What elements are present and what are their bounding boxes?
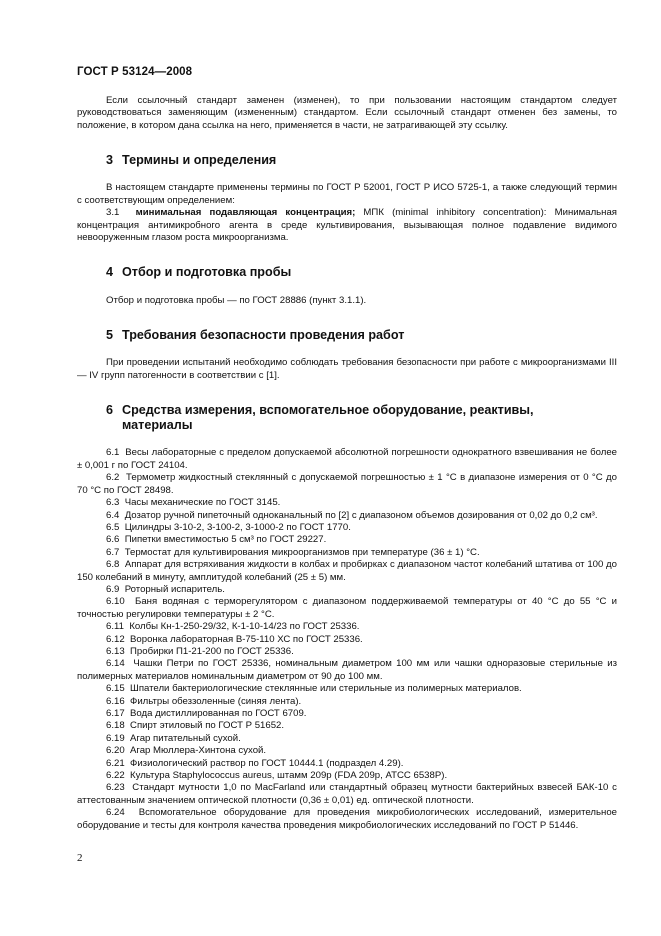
item-text: Цилиндры 3-10-2, 3-100-2, 3-1000-2 по ГОСТ 1770. xyxy=(124,521,351,533)
list-item xyxy=(77,522,617,534)
item-number: 6.24 xyxy=(106,807,125,819)
section-title-line-1: Средства измерения, вспомогательное оборудование, реактивы, xyxy=(122,403,534,418)
section-title-line-2: материалы xyxy=(122,418,193,433)
list-item xyxy=(77,708,617,720)
item-text: Чашки Петри по ГОСТ 25336, номинальным диаметром 100 мм или чашки одноразовые стерильные из полимерных материалов номинальным диаметром от 90 до 100 мм. xyxy=(77,658,617,682)
item-text: Баня водяная с терморегулятором с диапазоном поддерживаемой температуры от 40 °С до 55 °С и точностью регулировки температуры ± 2 °С. xyxy=(77,596,617,620)
item-text: Стандарт мутности 1,0 по MacFarland или стандартный образец мутности бактерийных взвесей БАК-10 с аттестованным значением оптической плотности (0,36 ± 0,01) ед. оптической плотности. xyxy=(77,782,617,806)
item-text: Термостат для культивирования микроорганизмов при температуре (36 ± 1) °С. xyxy=(124,546,480,558)
term-number: 3.1 xyxy=(106,207,120,219)
item-number: 6.13 xyxy=(106,645,125,657)
item-text: Пробирки П1-21-200 по ГОСТ 25336. xyxy=(130,645,294,657)
item-text: Спирт этиловый по ГОСТ Р 51652. xyxy=(130,720,285,732)
list-item xyxy=(77,596,617,621)
item-number: 6.15 xyxy=(106,683,125,695)
item-number: 6.20 xyxy=(106,745,125,757)
document-body xyxy=(77,95,617,832)
list-item xyxy=(77,733,617,745)
list-item xyxy=(77,720,617,732)
item-text: Фильтры обеззоленные (синяя лента). xyxy=(130,695,302,707)
item-number: 6.6 xyxy=(106,534,120,546)
section-3-heading xyxy=(77,153,617,168)
section-number: 6 xyxy=(106,403,114,418)
section-5-heading xyxy=(77,328,617,343)
section-5-paragraph: При проведении испытаний необходимо соблюдать требования безопасности при работе с микроорганизмами III — IV групп патогенности в соответствии с [1]. xyxy=(77,357,617,381)
list-item xyxy=(77,584,617,596)
item-number: 6.1 xyxy=(106,447,120,459)
list-item xyxy=(77,758,617,770)
list-item xyxy=(77,559,617,584)
item-text: Роторный испаритель. xyxy=(124,583,225,595)
section-title: Отбор и подготовка пробы xyxy=(122,265,292,280)
term-definition xyxy=(77,207,617,244)
item-number: 6.23 xyxy=(106,782,125,794)
item-number: 6.9 xyxy=(106,583,120,595)
item-text: Дозатор ручной пипеточный одноканальный по [2] с диапазоном объемов дозирования от 0,02 до 0,2 см³. xyxy=(124,509,598,521)
item-number: 6.17 xyxy=(106,708,125,720)
section-title: Требования безопасности проведения работ xyxy=(122,328,405,343)
list-item xyxy=(77,745,617,757)
list-item xyxy=(77,472,617,497)
section-6-heading xyxy=(77,403,617,433)
item-number: 6.12 xyxy=(106,633,125,645)
item-number: 6.2 xyxy=(106,472,120,484)
list-item xyxy=(77,782,617,807)
list-item xyxy=(77,497,617,509)
item-number: 6.3 xyxy=(106,497,120,509)
item-text: Шпатели бактериологические стеклянные или стерильные из полимерных материалов. xyxy=(130,683,522,695)
item-text: Агар питательный сухой. xyxy=(130,732,241,744)
item-number: 6.16 xyxy=(106,695,125,707)
list-item xyxy=(77,658,617,683)
section-4-paragraph: Отбор и подготовка пробы — по ГОСТ 28886 (пункт 3.1.1). xyxy=(106,294,367,306)
item-text: Пипетки вместимостью 5 см³ по ГОСТ 29227. xyxy=(124,534,327,546)
section-number: 4 xyxy=(106,265,114,280)
list-item xyxy=(77,696,617,708)
list-item xyxy=(77,621,617,633)
section-number: 5 xyxy=(106,328,114,343)
item-number: 6.18 xyxy=(106,720,125,732)
item-number: 6.21 xyxy=(106,757,125,769)
item-number: 6.22 xyxy=(106,770,125,782)
item-text: Термометр жидкостный стеклянный с допускаемой погрешностью ± 1 °С в диапазоне измерения от 0 °С до 70 °С по ГОСТ 28498. xyxy=(77,472,617,496)
item-text: Агар Мюллера-Хинтона сухой. xyxy=(130,745,267,757)
item-number: 6.4 xyxy=(106,509,120,521)
section-3-paragraph: В настоящем стандарте применены термины по ГОСТ Р 52001, ГОСТ Р ИСО 5725-1, а также следующий термин с соответствующим определением: xyxy=(77,182,617,206)
list-item xyxy=(77,770,617,782)
equipment-list xyxy=(77,447,617,832)
item-text: Культура Staphylococcus aureus, штамм 209р (FDA 209р, АТСС 6538Р). xyxy=(130,770,448,782)
item-number: 6.14 xyxy=(106,658,125,670)
item-text: Физиологический раствор по ГОСТ 10444.1 (подраздел 4.29). xyxy=(130,757,404,769)
page-number: 2 xyxy=(77,852,83,864)
item-text: Колбы Кн-1-250-29/32, К-1-10-14/23 по ГОСТ 25336. xyxy=(129,621,360,633)
list-item xyxy=(77,683,617,695)
item-text: Весы лабораторные с пределом допускаемой абсолютной погрешности однократного взвешивания не более ± 0,001 г по ГОСТ 24104. xyxy=(77,447,617,471)
list-item xyxy=(77,510,617,522)
item-number: 6.19 xyxy=(106,732,125,744)
section-title: Термины и определения xyxy=(122,153,277,168)
list-item xyxy=(77,646,617,658)
list-item xyxy=(77,447,617,472)
term-text: МПК (minimal inhibitory concentration): Минимальная концентрация антимикробного агента в среде культивирования, вызывающая полное подавление видимого невооруженным глазом роста микроорганизма. xyxy=(77,207,617,244)
item-text: Воронка лабораторная В-75-110 ХС по ГОСТ 25336. xyxy=(130,633,363,645)
item-number: 6.7 xyxy=(106,546,120,558)
item-text: Часы механические по ГОСТ 3145. xyxy=(124,497,281,509)
list-item xyxy=(77,547,617,559)
document-header: ГОСТ Р 53124—2008 xyxy=(77,66,193,78)
list-item xyxy=(77,634,617,646)
item-text: Аппарат для встряхивания жидкости в колбах и пробирках с диапазоном частот колебаний штатива от 100 до 150 колебаний в минуту, амплитудой колебаний (25 ± 5) мм. xyxy=(77,559,617,583)
item-text: Вода дистиллированная по ГОСТ 6709. xyxy=(130,708,307,720)
list-item xyxy=(77,807,617,832)
section-number: 3 xyxy=(106,153,114,168)
section-4-heading xyxy=(77,265,617,280)
list-item xyxy=(77,534,617,546)
intro-paragraph: Если ссылочный стандарт заменен (изменен), то при пользовании настоящим стандартом следует руководствоваться заменяющим (измененным) стандартом. Если ссылочный стандарт отменен без замены, то положение, в котором дана ссылка на него, применяется в части, не затрагивающей эту ссылку. xyxy=(77,95,617,131)
item-text: Вспомогательное оборудование для проведения микробиологических исследований, измерительное оборудование и тесты для контроля качества проведения микробиологических исследований по ГОСТ Р 51446. xyxy=(77,807,617,831)
term-name: минимальная подавляющая концентрация; xyxy=(135,207,356,219)
item-number: 6.11 xyxy=(106,621,124,633)
item-number: 6.5 xyxy=(106,521,120,533)
item-number: 6.10 xyxy=(106,596,125,608)
item-number: 6.8 xyxy=(106,559,120,571)
